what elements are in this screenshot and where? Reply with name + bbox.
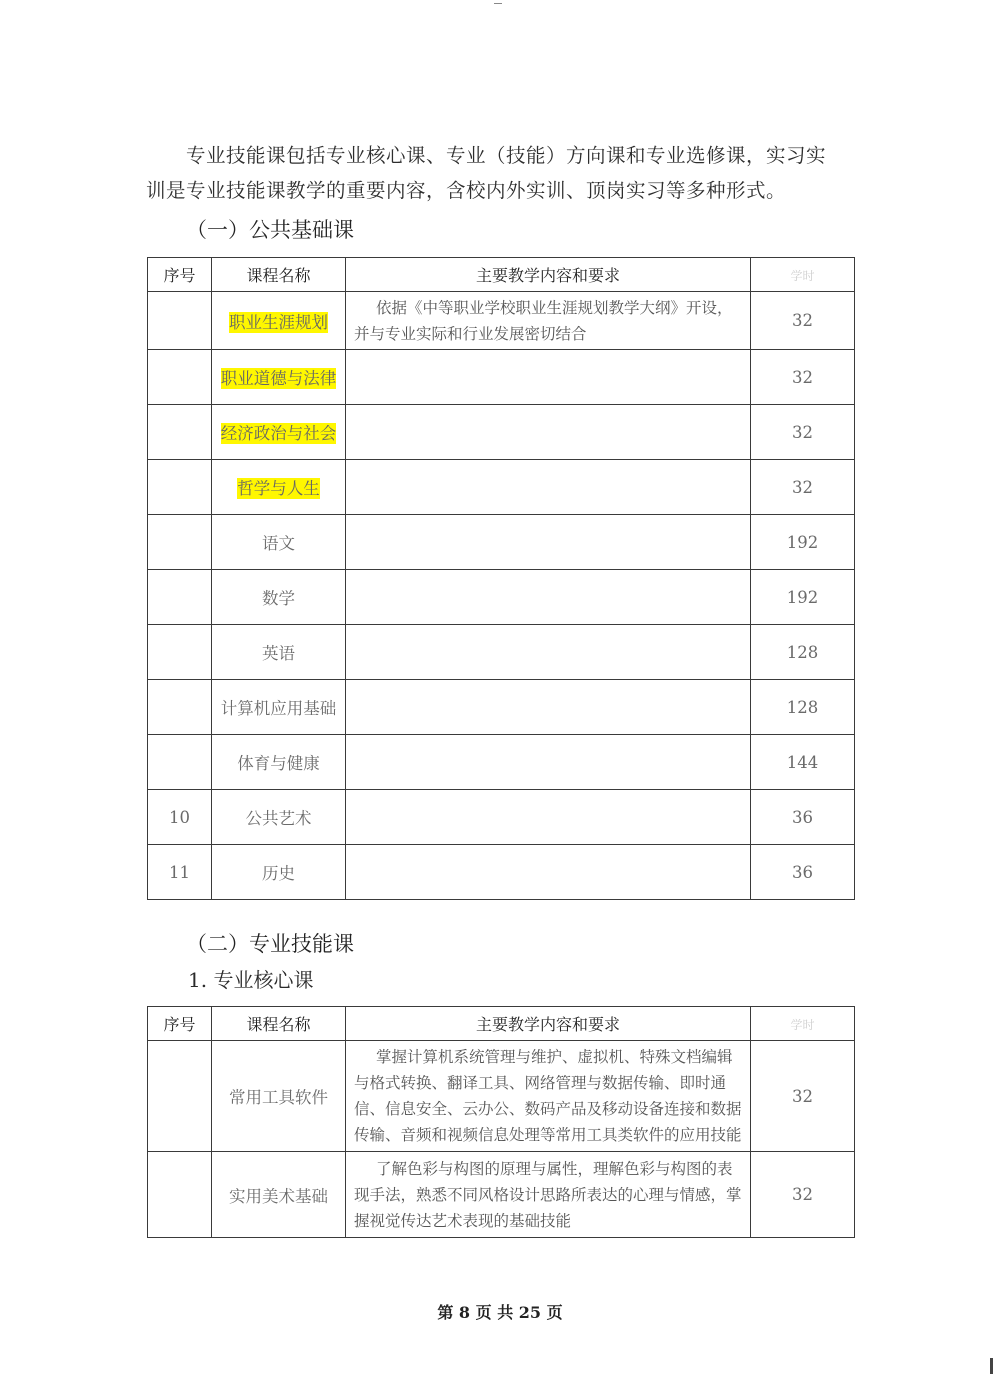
- course-name-text: 公共艺术: [245, 809, 312, 828]
- subheading-core-courses: 1. 专业核心课: [188, 968, 314, 992]
- cell-course-name: [212, 460, 346, 515]
- cell-content: 了解色彩与构图的原理与属性，理解色彩与构图的表现手法，熟悉不同风格设计思路所表达的心理与情感，掌握视觉传达艺术表现的基础技能: [346, 1152, 751, 1238]
- cell-content: [346, 735, 751, 790]
- cell-serial: [148, 570, 212, 625]
- header-hours: 学时: [751, 258, 855, 292]
- course-name-text: 语文: [262, 534, 295, 553]
- cell-serial: [148, 405, 212, 460]
- cell-course-name: [212, 625, 346, 680]
- cell-content: 掌握计算机系统管理与维护、虚拟机、特殊文档编辑与格式转换、翻译工具、网络管理与数据传输、即时通信、信息安全、云办公、数码产品及移动设备连接和数据传输、音频和视频信息处理等常用工具类软件的应用技能: [346, 1041, 751, 1152]
- cell-serial: [148, 350, 212, 405]
- cell-hours: 36: [751, 845, 855, 900]
- cell-content: [346, 570, 751, 625]
- table-row: [148, 1152, 855, 1238]
- intro-paragraph-cont: [146, 173, 856, 208]
- cell-content: [346, 515, 751, 570]
- cell-content: [346, 350, 751, 405]
- core-courses-table: [147, 1006, 855, 1238]
- header-content: 主要教学内容和要求: [346, 258, 751, 292]
- cell-serial: [148, 680, 212, 735]
- table-header-row: [148, 258, 855, 292]
- cell-serial: [148, 1041, 212, 1152]
- course-name-text: 计算机应用基础: [220, 699, 337, 718]
- course-name-text: 职业生涯规划: [229, 312, 328, 332]
- course-name-text: 英语: [262, 644, 295, 663]
- table-row: [148, 515, 855, 570]
- cell-course-name: [212, 570, 346, 625]
- cell-serial: 10: [148, 790, 212, 845]
- course-name-text: 经济政治与社会: [220, 424, 337, 443]
- cell-content: 依据《中等职业学校职业生涯规划教学大纲》开设，并与专业实际和行业发展密切结合: [346, 292, 751, 350]
- intro-line-2: 训是专业技能课教学的重要内容，含校内外实训、顶岗实习等多种形式。: [146, 179, 787, 202]
- cell-course-name: [212, 790, 346, 845]
- cell-hours: 192: [751, 515, 855, 570]
- header-hours: 学时: [751, 1007, 855, 1041]
- table-row: [148, 350, 855, 405]
- cell-content: [346, 460, 751, 515]
- table-row: [148, 625, 855, 680]
- cell-course-name: [212, 292, 346, 350]
- cell-content: [346, 680, 751, 735]
- cell-course-name: [212, 405, 346, 460]
- cell-course-name: [212, 735, 346, 790]
- header-content: 主要教学内容和要求: [346, 1007, 751, 1041]
- cell-course-name: [212, 515, 346, 570]
- header-serial: 序号: [148, 1007, 212, 1041]
- table-row: [148, 405, 855, 460]
- cell-content: [346, 625, 751, 680]
- cell-hours: 32: [751, 1152, 855, 1238]
- cell-course-name: [212, 680, 346, 735]
- cell-hours: 128: [751, 625, 855, 680]
- cell-serial: [148, 625, 212, 680]
- table-row: [148, 292, 855, 350]
- course-name-text: 哲学与人生: [237, 479, 320, 498]
- cell-serial: [148, 292, 212, 350]
- course-name-text: 历史: [262, 864, 295, 883]
- table-row: [148, 680, 855, 735]
- cell-course-name: [212, 1041, 346, 1152]
- intro-paragraph: [146, 138, 856, 173]
- top-page-mark: [494, 0, 502, 4]
- cell-hours: 32: [751, 350, 855, 405]
- course-name-text: 职业道德与法律: [220, 369, 337, 388]
- cell-serial: [148, 515, 212, 570]
- course-name-text: 数学: [262, 589, 295, 608]
- cell-hours: 144: [751, 735, 855, 790]
- cell-hours: 36: [751, 790, 855, 845]
- cell-content: [346, 790, 751, 845]
- cell-serial: [148, 1152, 212, 1238]
- table-row: [148, 570, 855, 625]
- cell-serial: [148, 735, 212, 790]
- cell-content: [346, 845, 751, 900]
- course-name-text: 体育与健康: [237, 754, 320, 773]
- cell-content: [346, 405, 751, 460]
- course-name-text: 常用工具软件: [229, 1088, 328, 1107]
- table-row: [148, 460, 855, 515]
- table-header-row: [148, 1007, 855, 1041]
- cell-hours: 32: [751, 1041, 855, 1152]
- header-course-name: 课程名称: [212, 1007, 346, 1041]
- cell-hours: 32: [751, 292, 855, 350]
- header-course-name: 课程名称: [212, 258, 346, 292]
- cell-hours: 32: [751, 405, 855, 460]
- cell-serial: 11: [148, 845, 212, 900]
- cell-hours: 32: [751, 460, 855, 515]
- public-courses-table: [147, 257, 855, 900]
- cell-course-name: [212, 350, 346, 405]
- section-heading-professional-courses: （二）专业技能课: [186, 932, 354, 956]
- header-serial: 序号: [148, 258, 212, 292]
- intro-line-1: 专业技能课包括专业核心课、专业（技能）方向课和专业选修课，实习实: [186, 144, 827, 167]
- cell-serial: [148, 460, 212, 515]
- page-footer: 第 8 页 共 25 页: [437, 1303, 563, 1322]
- table-row: [148, 735, 855, 790]
- section-heading-public-courses: （一）公共基础课: [186, 218, 354, 242]
- cell-hours: 192: [751, 570, 855, 625]
- cell-hours: 128: [751, 680, 855, 735]
- cell-course-name: [212, 845, 346, 900]
- table-row: [148, 1041, 855, 1152]
- course-name-text: 实用美术基础: [229, 1186, 328, 1206]
- edge-mark: [990, 1358, 993, 1374]
- cell-course-name: [212, 1152, 346, 1238]
- table-row: [148, 790, 855, 845]
- table-row: [148, 845, 855, 900]
